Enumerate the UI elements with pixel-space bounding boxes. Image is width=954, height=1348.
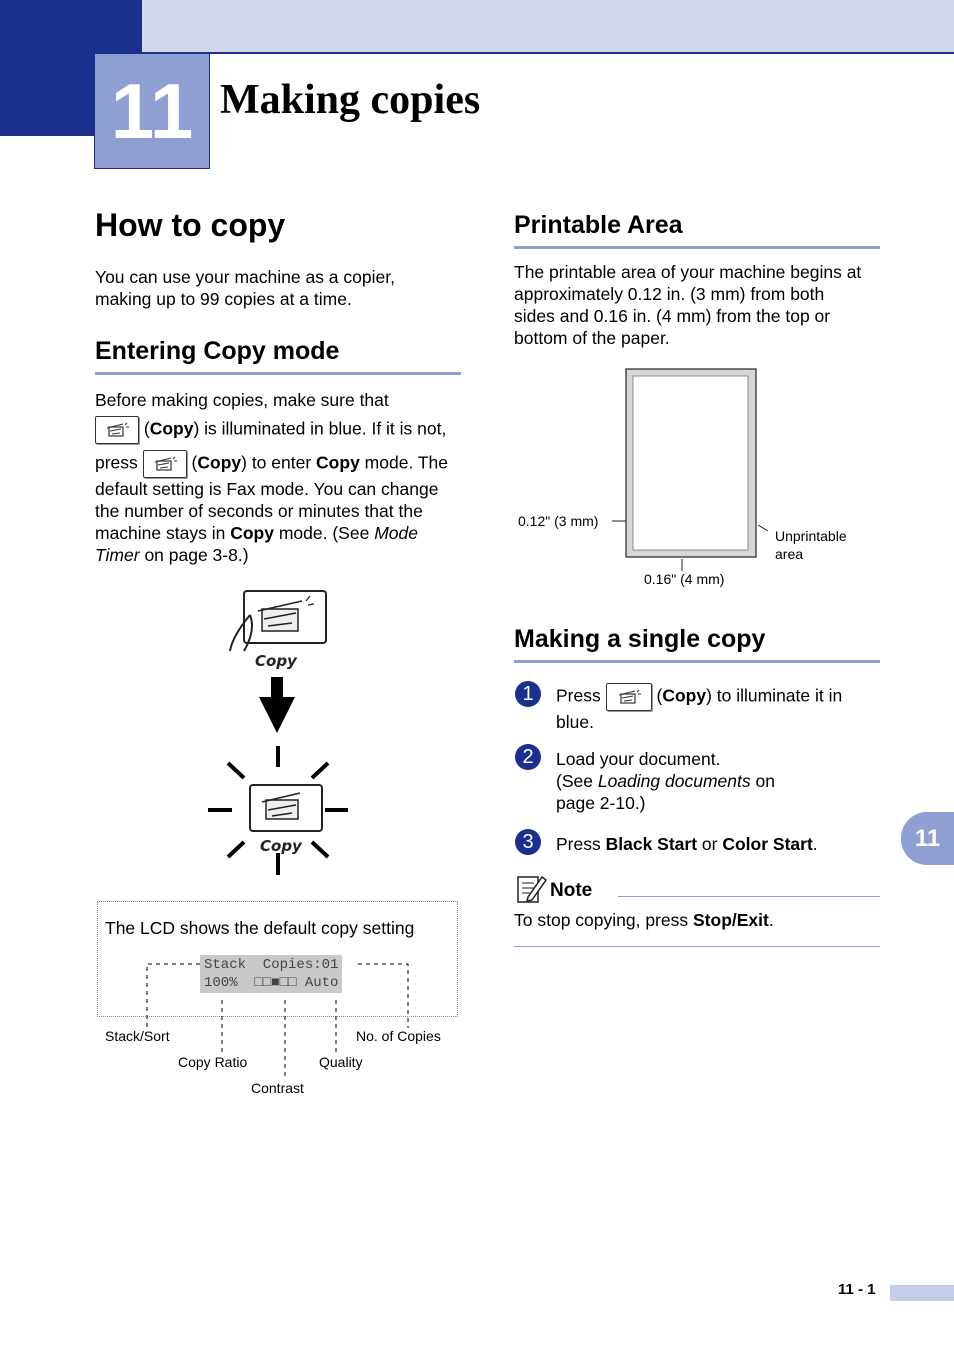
copy-key-illustration [200,585,360,880]
note-text: To stop copying, press Stop/Exit. [514,910,774,930]
lcd-line-1: Stack Copies:01 [204,957,339,973]
section-title-entering-copy-mode: Entering Copy mode [95,337,461,375]
pa-line-4: bottom of the paper. [514,328,670,348]
pa-line-3: sides and 0.16 in. (4 mm) from the top or [514,306,831,326]
printable-area-diagram [600,365,780,575]
step-3-number: 3 [515,829,541,855]
footer-bar [890,1285,954,1301]
label-no-of-copies: No. of Copies [356,1028,441,1044]
lcd-line-2: 100% □□■□□ Auto [204,975,339,991]
intro-line-1: You can use your machine as a copier, [95,267,395,287]
label-quality: Quality [319,1054,363,1070]
how-to-copy-intro [95,266,465,310]
p3: press (Copy) to enter Copy mode. The [95,450,465,478]
lcd-caption: The LCD shows the default copy setting [105,918,415,938]
note-title: Note [550,880,593,901]
section-title-making-single-copy: Making a single copy [514,625,880,663]
entering-copy-mode-text [95,389,465,566]
down-arrow-icon [259,677,295,733]
p2: (Copy) is illuminated in blue. If it is not, [95,416,465,444]
section-title-printable-area: Printable Area [514,211,880,249]
copy-key-label-bottom: Copy [260,837,302,855]
label-side-margin: 0.12" (3 mm) [518,513,599,529]
note-rule-bottom [514,946,880,947]
p6: machine stays in Copy mode. (See Mode [95,523,418,543]
step-1-text: Press (Copy) to illuminate it in blue. [556,683,886,733]
label-bottom-margin: 0.16" (4 mm) [644,571,725,587]
section-title-how-to-copy: How to copy [95,207,286,243]
pa-line-2: approximately 0.12 in. (3 mm) from both [514,284,825,304]
printable-area-text [514,261,894,349]
note-rule-top [618,896,880,897]
chapter-side-tab: 11 [901,812,954,865]
label-stack-sort: Stack/Sort [105,1028,170,1044]
copy-key-illuminated-icon [250,785,322,831]
intro-line-2: making up to 99 copies at a time. [95,289,352,309]
note-pencil-icon [516,873,548,905]
label-contrast: Contrast [251,1080,304,1096]
p4: default setting is Fax mode. You can change [95,479,439,499]
copy-key-icon [244,591,326,643]
p1: Before making copies, make sure that [95,390,389,410]
step-3-text: Press Black Start or Color Start. [556,834,818,854]
chapter-number: 11 [94,53,210,169]
step-1-number: 1 [515,681,541,707]
step-2-number: 2 [515,744,541,770]
header-band [142,0,954,54]
pa-line-1: The printable area of your machine begins at [514,262,862,282]
step-2-text: Load your document. (See Loading documents on page 2-10.) [556,749,775,813]
label-unprintable-area: Unprintable area [775,528,847,562]
copy-key-icon [143,450,187,478]
copy-key-icon [606,683,652,711]
chapter-title: Making copies [220,77,481,123]
p7: Timer on page 3-8.) [95,545,249,565]
label-copy-ratio: Copy Ratio [178,1054,248,1070]
copy-key-label-top: Copy [255,652,297,670]
page-number: 11 - 1 [838,1281,876,1298]
copy-key-icon [95,416,139,444]
p5: the number of seconds or minutes that the [95,501,423,521]
